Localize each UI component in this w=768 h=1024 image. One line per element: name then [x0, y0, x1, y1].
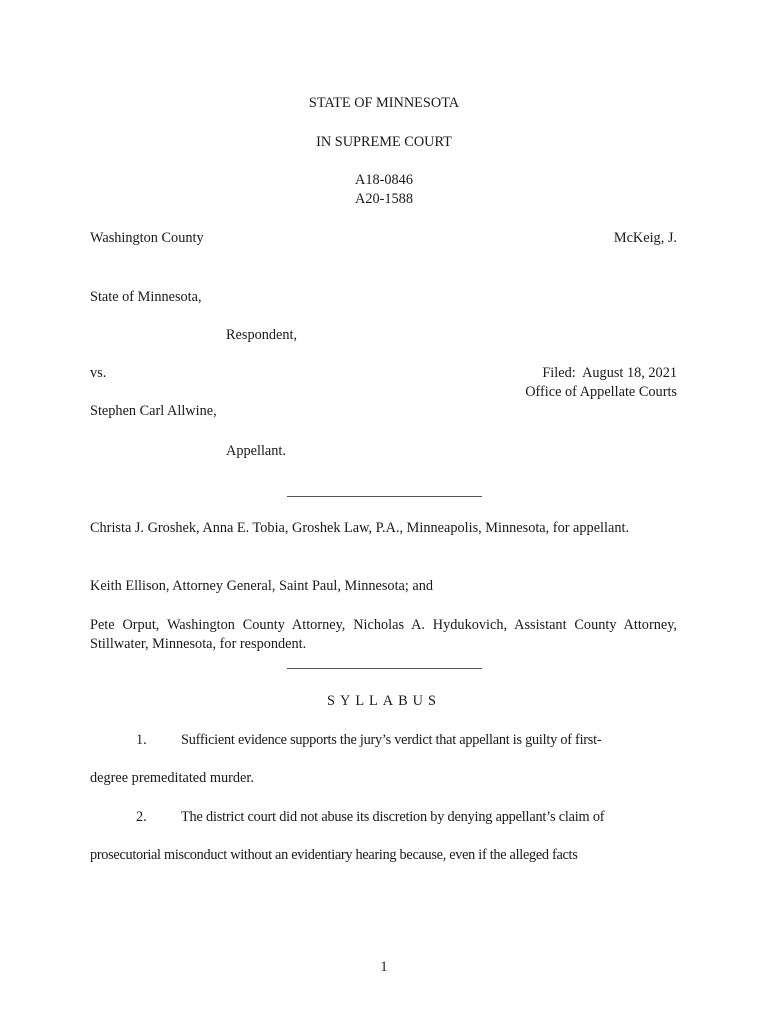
page-number: 1: [380, 959, 388, 975]
counsel-respondent: Pete Orput, Washington County Attorney, Nicholas A. Hydukovich, Assistant County Attorney, Stillwater, Minnesota, for respondent.: [90, 617, 677, 652]
appellant-role: Appellant.: [226, 443, 286, 459]
filed-date: Filed: August 18, 2021: [542, 365, 677, 381]
syllabus-number: 2.: [136, 809, 147, 825]
party-appellant: Stephen Carl Allwine,: [90, 403, 217, 419]
party-respondent: State of Minnesota,: [90, 289, 202, 305]
case-number: A20-1588: [355, 191, 413, 207]
syllabus-text: degree premeditated murder.: [90, 770, 254, 786]
justice: McKeig, J.: [613, 230, 677, 246]
syllabus-text: Sufficient evidence supports the jury’s verdict that appellant is guilty of first-: [181, 732, 602, 748]
counsel-attorney-general: Keith Ellison, Attorney General, Saint Paul, Minnesota; and: [90, 578, 434, 594]
county: Washington County: [90, 230, 204, 246]
versus: vs.: [90, 365, 107, 381]
state-heading: STATE OF MINNESOTA: [308, 95, 460, 111]
filing-office: Office of Appellate Courts: [525, 384, 677, 400]
counsel-appellant: Christa J. Groshek, Anna E. Tobia, Groshek Law, P.A., Minneapolis, Minnesota, for appellant.: [90, 520, 630, 536]
divider: [287, 668, 482, 669]
respondent-role: Respondent,: [226, 327, 298, 343]
syllabus-text: prosecutorial misconduct without an evidentiary hearing because, even if the alleged facts: [90, 847, 578, 863]
divider: [287, 496, 482, 497]
case-number: A18-0846: [355, 172, 413, 188]
syllabus-number: 1.: [136, 732, 147, 748]
syllabus-heading: SYLLABUS: [327, 693, 441, 709]
syllabus-text: The district court did not abuse its discretion by denying appellant’s claim of: [181, 809, 605, 825]
court-heading: IN SUPREME COURT: [316, 134, 452, 150]
